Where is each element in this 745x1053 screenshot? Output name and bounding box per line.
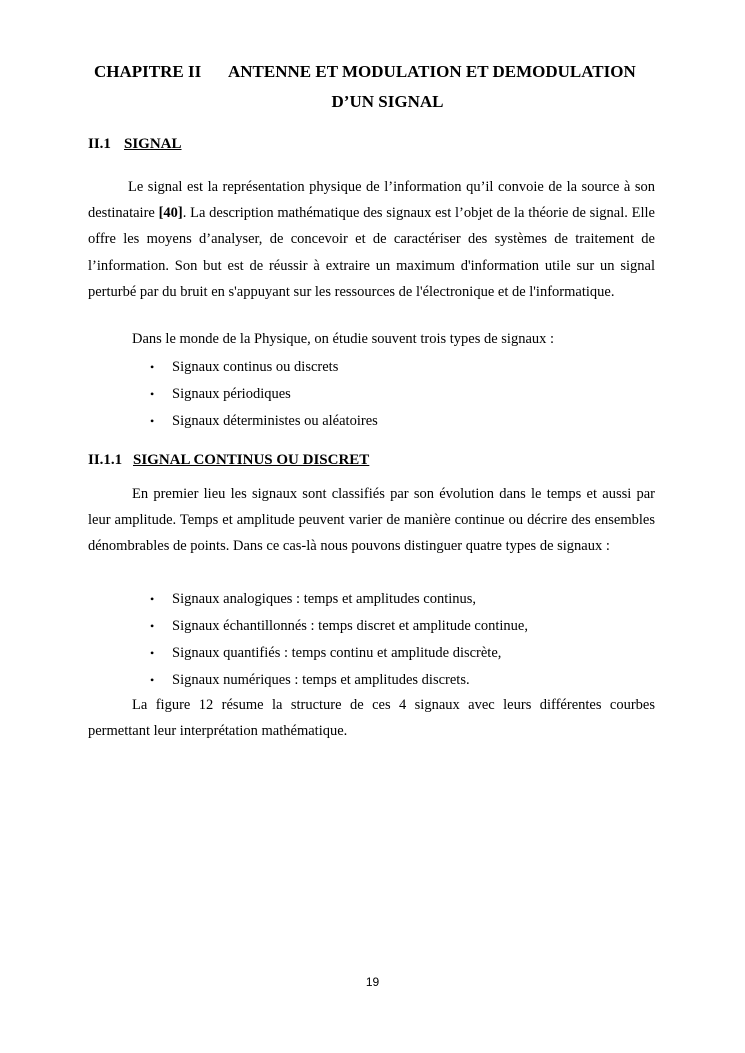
list-item: • Signaux analogiques : temps et amplitudes continus, [150, 586, 528, 613]
subsection-number: II.1.1 [88, 452, 123, 468]
signal-types-intro: Dans le monde de la Physique, on étudie souvent trois types de signaux : [132, 331, 555, 347]
signal-types-list [150, 354, 378, 435]
list-item: • Signaux périodiques [150, 381, 378, 408]
paragraph-text-continued: . La description mathématique des signaux est l’objet de la théorie de signal. Elle offre les moyens d’analyser, de concevoir et de caractériser des systèmes de traitement de l’information. Son but est de réussir à extraire un maximum d'information utile sur un signal perturbé par du bruit en s'appuyant sur les ressources de l'électronique et de l'informatique. [88, 205, 655, 300]
reference-citation: [40] [158, 205, 183, 222]
list-item: • Signaux quantifiés : temps continu et amplitude discrète, [150, 640, 528, 667]
list-item: • Signaux déterministes ou aléatoires [150, 408, 378, 435]
bullet-icon: • [150, 646, 155, 660]
bullet-icon: • [150, 414, 155, 428]
bullet-icon: • [150, 387, 155, 401]
section-title: SIGNAL [124, 136, 182, 152]
list-item: • Signaux numériques : temps et amplitudes discrets. [150, 667, 528, 694]
section-number: II.1 [88, 136, 111, 152]
bullet-icon: • [150, 592, 155, 606]
subsection-heading-continus-discret [88, 452, 369, 469]
classification-paragraph [88, 481, 655, 560]
subsection-title: SIGNAL CONTINUS OU DISCRET [133, 452, 370, 468]
list-item: • Signaux continus ou discrets [150, 354, 378, 381]
chapter-label: CHAPITRE II [94, 62, 202, 81]
figure-reference-paragraph [88, 692, 655, 744]
chapter-title-line2: D’UN SIGNAL [331, 92, 444, 111]
section-heading-signal [88, 136, 182, 153]
bullet-icon: • [150, 673, 155, 687]
page-number: 19 [365, 975, 380, 989]
paragraph-text: En premier lieu les signaux sont classifiés par son évolution dans le temps et aussi par leur amplitude. Temps et amplitude peuvent varier de manière continue ou décrire des ensembles dénombrables de points. Dans ce cas-là nous pouvons distinguer quatre types de signaux : [88, 486, 655, 555]
bullet-icon: • [150, 619, 155, 633]
paragraph-text: La figure 12 résume la structure de ces 4 signaux avec leurs différentes courbes permettant leur interprétation mathématique. [88, 697, 655, 740]
signal-definition-paragraph [88, 174, 655, 305]
paragraph-text: Le signal est la représentation physique de l’information qu’il convoie de la source à son destinataire [88, 179, 655, 222]
chapter-heading [94, 62, 654, 82]
bullet-icon: • [150, 360, 155, 374]
chapter-title-line1: ANTENNE ET MODULATION ET DEMODULATION [228, 62, 636, 81]
list-item: • Signaux échantillonnés : temps discret et amplitude continue, [150, 613, 528, 640]
chapter-title-line2-container [0, 92, 745, 112]
signal-categories-list [150, 586, 528, 694]
